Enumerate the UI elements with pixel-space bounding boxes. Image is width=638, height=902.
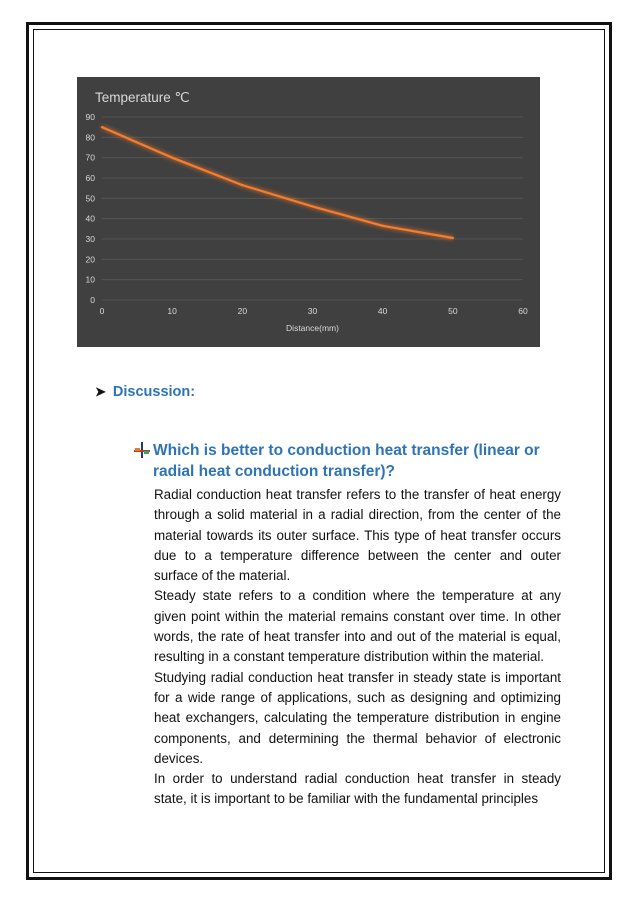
data-point-3 [311,205,313,207]
chart-title: Temperature ℃ [95,90,190,105]
y-tick-label-90: 90 [85,112,95,122]
x-tick-label-20: 20 [237,306,248,316]
y-tick-label-70: 70 [85,152,95,163]
discussion-body [154,485,561,810]
discussion-label: Discussion: [112,384,196,400]
cross-bullet-icon [133,441,153,461]
y-tick-label-20: 20 [85,254,95,265]
discussion-heading [95,384,195,400]
y-tick-label-60: 60 [85,173,95,183]
chart-canvas [77,77,540,347]
y-tick-label-0: 0 [90,295,95,305]
x-axis-label: Distance(mm) [286,323,339,333]
data-point-1 [171,156,173,158]
paragraph-radial: Radial conduction heat transfer refers to the transfer of heat energy through a solid material in a radial direction, from the center of the material towards its outer surface. This type of heat transfer occurs due to a temperature difference between the center and outer surface of the material. [154,487,561,584]
question-block [133,441,563,483]
y-tick-label-50: 50 [85,193,95,204]
x-tick-label-40: 40 [377,306,388,316]
paragraph-applications: Studying radial conduction heat transfer in steady state is important for a wide range of applications, such as designing and optimizing heat exchangers, calculating the temperature distribution in engine components, and determining the thermal behavior of electronic devices. [154,669,561,766]
x-tick-label-50: 50 [448,306,458,316]
y-tick-label-30: 30 [85,234,95,244]
data-point-2 [241,184,243,186]
arrow-bullet-icon: ➤ [95,384,106,399]
paragraph-steady-state: Steady state refers to a condition where the temperature at any given point within the material remains constant over time. In other words, the rate of heat transfer into and out of the material is equal, resulting in a constant temperature distribution within the material. [154,588,561,665]
y-tick-label-40: 40 [85,213,95,224]
data-point-4 [381,225,383,227]
x-tick-label-10: 10 [167,306,177,316]
x-tick-label-60: 60 [518,306,528,316]
paragraph-principles: In order to understand radial conduction heat transfer in steady state, it is important to be familiar with the fundamental principles [154,771,561,807]
question-line-1: Which is better to conduction heat transfer (linear or [153,442,540,459]
data-point-5 [452,237,454,239]
y-tick-label-80: 80 [85,132,95,143]
y-tick-label-10: 10 [85,274,95,285]
x-tick-label-30: 30 [307,306,318,316]
x-tick-label-0: 0 [99,306,105,316]
question-line-2: radial heat conduction transfer)? [153,463,396,480]
data-point-0 [101,126,103,128]
temperature-chart [77,77,540,347]
series-line-0 [102,127,453,238]
